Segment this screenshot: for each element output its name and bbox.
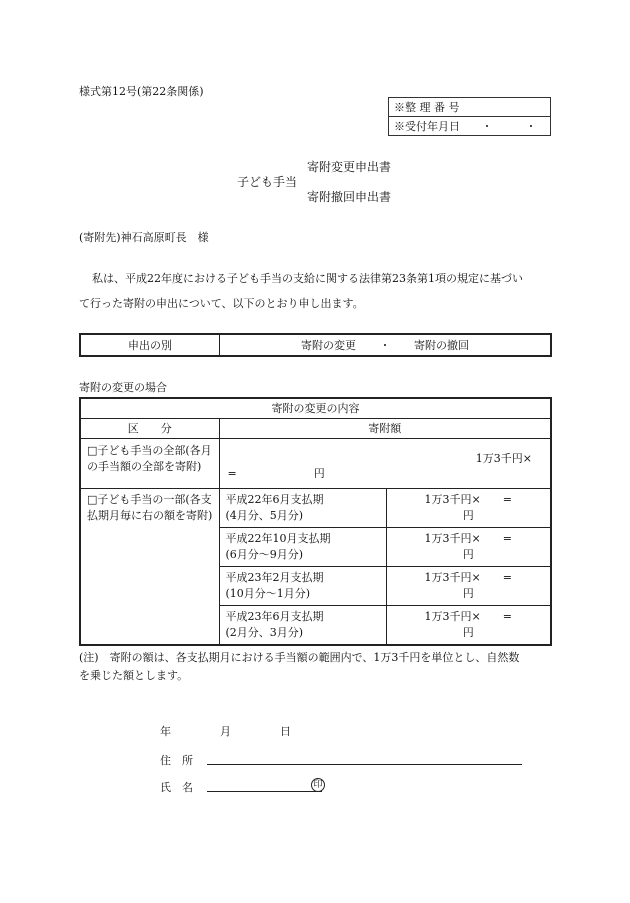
option-change[interactable]: 寄附の変更 (301, 339, 356, 352)
request-kind-label: 申出の別 (80, 334, 220, 356)
period-amount-cell[interactable] (386, 528, 551, 567)
period-amount-cell[interactable] (386, 489, 551, 528)
period-months: (4月分、5月分) (225, 509, 304, 522)
title-prefix: 子ども手当 (237, 175, 298, 189)
all-amount-cell[interactable] (219, 439, 551, 489)
all-result: = 円 (227, 467, 325, 480)
period-cell (219, 528, 386, 567)
body-line-1: 私は、平成22年度における子ども手当の支給に関する法律第23条第1項の規定に基づい (92, 272, 523, 285)
period-formula: 1万3千円× = (424, 493, 512, 506)
period-cell (219, 567, 386, 606)
period-unit: 円 (462, 509, 474, 522)
note-line-1: (注) 寄附の額は、各支払期月における手当額の範囲内で、1万3千円を単位とし、自然数 (79, 651, 520, 664)
all-label[interactable]: □子ども手当の全部(各月の手当額の全部を寄附) (80, 439, 219, 489)
reception-date-dots: ・ ・ (481, 120, 537, 133)
addressee: (寄附先)神石高原町長 様 (79, 231, 209, 244)
change-section-heading: 寄附の変更の場合 (79, 381, 167, 394)
seal-mark: 印 (311, 778, 325, 792)
address-label: 住 所 (160, 754, 193, 767)
reception-number-field[interactable] (389, 98, 551, 117)
date-year-label: 年 (160, 725, 171, 738)
address-field[interactable] (207, 764, 522, 765)
period-cell (219, 489, 386, 528)
period-name: 平成23年6月支払期 (225, 610, 324, 623)
form-number: 様式第12号(第22条関係) (79, 85, 204, 98)
name-label: 氏 名 (160, 781, 193, 794)
table-title: 寄附の変更の内容 (80, 398, 551, 419)
name-field[interactable] (207, 791, 322, 792)
reception-date-label: ※受付年月日 (394, 120, 460, 133)
title-withdraw: 寄附撤回申出書 (307, 190, 392, 204)
period-name: 平成23年2月支払期 (225, 571, 324, 584)
option-withdraw[interactable]: 寄附の撤回 (414, 339, 469, 352)
reception-date-field[interactable] (389, 117, 551, 136)
request-kind-options (220, 334, 552, 356)
option-separator: ・ (379, 339, 391, 352)
title-change: 寄附変更申出書 (307, 160, 392, 174)
period-months: (6月分～9月分) (225, 548, 304, 561)
request-kind-table (79, 333, 552, 357)
period-amount-cell[interactable] (386, 606, 551, 646)
period-formula: 1万3千円× = (424, 571, 512, 584)
reception-number-label: ※整 理 番 号 (394, 101, 460, 114)
period-cell (219, 606, 386, 646)
note-line-2: を乗じた額とします。 (79, 669, 189, 682)
body-line-2: て行った寄附の申出について、以下のとおり申し出ます。 (79, 297, 364, 310)
period-unit: 円 (462, 548, 474, 561)
period-unit: 円 (462, 626, 474, 639)
period-amount-cell[interactable] (386, 567, 551, 606)
period-formula: 1万3千円× = (424, 532, 512, 545)
date-month-label: 月 (220, 725, 231, 738)
period-months: (2月分、3月分) (225, 626, 304, 639)
period-months: (10月分～1月分) (225, 587, 311, 600)
part-label[interactable]: □子ども手当の一部(各支払期月毎に右の額を寄附) (80, 489, 219, 646)
date-day-label: 日 (280, 725, 291, 738)
period-name: 平成22年6月支払期 (225, 493, 324, 506)
reception-box (388, 97, 551, 136)
period-unit: 円 (462, 587, 474, 600)
change-table (79, 397, 552, 646)
col-category: 区 分 (80, 419, 219, 439)
all-formula: 1万3千円× (475, 452, 532, 465)
period-name: 平成22年10月支払期 (225, 532, 331, 545)
period-formula: 1万3千円× = (424, 610, 512, 623)
col-amount: 寄附額 (219, 419, 551, 439)
